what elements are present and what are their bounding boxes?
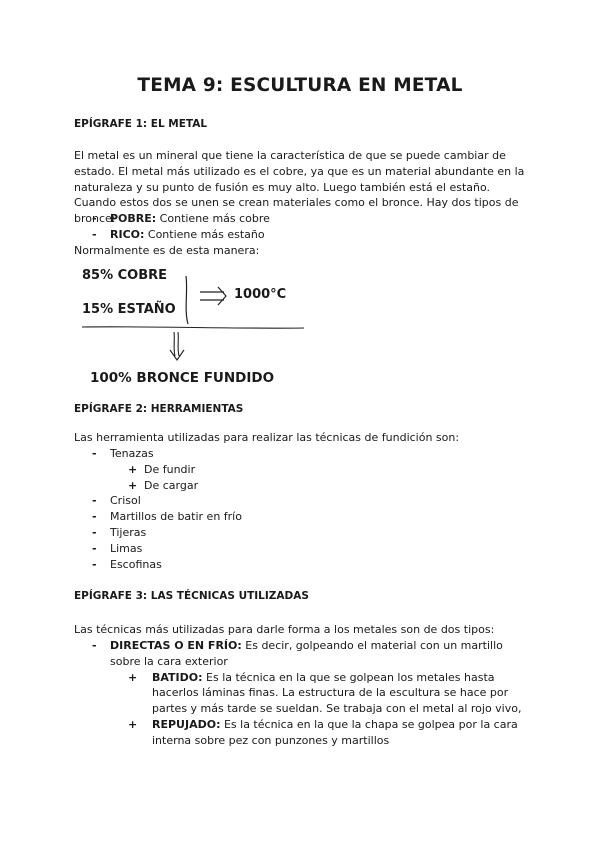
bronze-diagram [74,262,374,392]
list-item: + De cargar [74,478,534,494]
list-item: - Crisol [74,493,534,509]
item-text: Contiene más cobre [156,212,270,225]
tools-list [74,446,534,572]
item-text: Es decir, golpeando el material con un martillo sobre la cara exterior [110,639,503,668]
list-item: - Martillos de batir en frío [74,509,534,525]
section2-heading: EPÍGRAFE 2: HERRAMIENTAS [74,403,244,415]
item-label: RICO: [110,227,145,241]
diagram-tin: 15% ESTAÑO [82,302,176,317]
section1-paragraph: El metal es un mineral que tiene la característica de que se puede cambiar de estado. El metal más utilizado es el cobre, ya que es un material abundante en la naturaleza y su punto de fusión es muy alto. Luego también está el estaño. Cuando estos dos se unen se crean materiales como el bronce. Hay dos tipos de bronce: [74,149,525,226]
section1-heading: EPÍGRAFE 1: EL METAL [74,118,208,130]
divider-line [82,327,304,328]
list-item: - Tijeras [74,525,534,541]
right-arrow-icon [200,287,226,305]
diagram-result: 100% BRONCE FUNDIDO [90,370,275,386]
bronze-types-list [74,211,534,243]
bracket-line [186,276,188,324]
diagram-strokes [74,262,374,392]
list-item [74,211,534,227]
down-arrow-icon [170,332,184,360]
item-label: BATIDO: [152,670,203,684]
page-title: TEMA 9: ESCULTURA EN METAL [137,75,463,96]
section3-intro: Las técnicas más utilizadas para darle forma a los metales son de dos tipos: [74,623,495,636]
item-text: Contiene más estaño [144,227,265,241]
section3-heading: EPÍGRAFE 3: LAS TÉCNICAS UTILIZADAS [74,590,309,602]
item-label: POBRE: [110,212,157,225]
section1-after-text: Normalmente es de esta manera: [74,244,260,257]
list-item [74,717,534,749]
section2-intro: Las herramienta utilizadas para realizar las técnicas de fundición son: [74,431,460,444]
list-item: + De fundir [74,462,534,478]
item-label: DIRECTAS O EN FRÍO: [110,639,242,652]
list-item: - Escofinas [74,557,534,573]
diagram-copper: 85% COBRE [82,268,168,283]
item-text: Es la técnica en la que la chapa se golpea por la cara interna sobre pez con punzones y martillos [152,717,518,747]
diagram-temperature: 1000°C [234,287,287,302]
item-label: REPUJADO: [152,717,221,731]
list-item [74,670,534,717]
list-item: - Tenazas [74,446,534,462]
techniques-list [74,638,534,749]
list-item [74,227,534,243]
list-item: - Limas [74,541,534,557]
list-item [74,638,534,670]
item-text: Es la técnica en la que se golpean los metales hasta hacerlos láminas finas. La estructura de la escultura se hace por partes y más tarde se sueldan. Se trabaja con el metal al rojo vivo, [152,670,522,716]
